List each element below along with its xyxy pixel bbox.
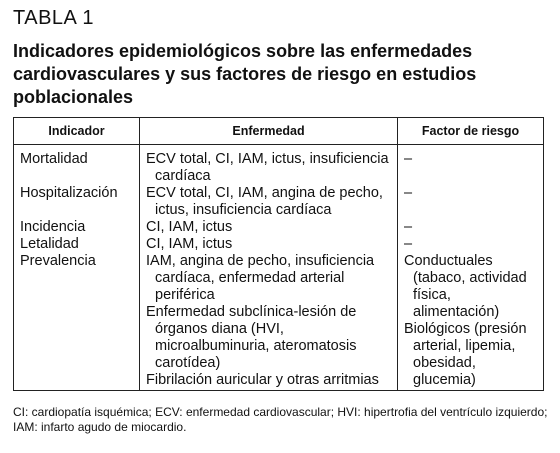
header-factor-de-riesgo: Factor de riesgo [398,118,544,145]
factor-text: – [404,219,413,235]
enfermedad-text: IAM, angina de pecho, insuficiencia cardíaca, enfermedad arterial periférica [146,253,375,303]
indicador-text: Incidencia [20,219,86,235]
indicador-text: Letalidad [20,236,79,252]
enfermedad-text: Fibrilación auricular y otras arritmias [146,372,379,388]
factor-text: – [404,151,413,167]
table-row [14,145,544,186]
indicador-text: Mortalidad [20,151,88,167]
cell-enfermedad [140,236,398,253]
enfermedad-text: ECV total, CI, IAM, ictus, insuficiencia cardíaca [146,151,389,184]
cell-factor [398,253,544,391]
cell-enfermedad [140,219,398,236]
cell-enfermedad [140,185,398,219]
table-footnote: CI: cardiopatía isquémica; ECV: enfermedad cardiovascular; HVI: hipertrofia del ventrículo izquierdo; IAM: infarto agudo de miocardio. [13,405,548,434]
indicators-table [13,117,544,391]
cell-enfermedad [140,145,398,186]
enfermedad-text: ECV total, CI, IAM, angina de pecho, ictus, insuficiencia cardíaca [146,185,383,218]
indicador-text: Prevalencia [20,253,96,269]
table-row [14,185,544,219]
table-number-label: TABLA 1 [13,7,94,29]
cell-factor [398,185,544,219]
table-caption: Indicadores epidemiológicos sobre las enfermedades cardiovasculares y sus factores de riesgo en estudios poblacionales [13,41,477,107]
factor-text: – [404,185,413,201]
factor-text: Biológicos (presión arterial, lipemia, obesidad, glucemia) [404,321,527,388]
enfermedad-text: CI, IAM, ictus [146,236,233,252]
cell-indicador [14,185,140,219]
enfermedad-text: Enfermedad subclínica-lesión de órganos diana (HVI, microalbuminuria, ateromatosis carotídea) [146,304,357,371]
cell-indicador [14,253,140,391]
cell-factor [398,236,544,253]
header-enfermedad: Enfermedad [140,118,398,145]
table-row [14,253,544,391]
cell-indicador [14,145,140,186]
enfermedad-text: CI, IAM, ictus [146,219,233,235]
cell-enfermedad [140,253,398,391]
table-row [14,236,544,253]
table-row [14,219,544,236]
factor-text: – [404,236,413,252]
cell-indicador [14,236,140,253]
factor-text: Conductuales (tabaco, actividad física, alimentación) [404,253,527,320]
cell-factor [398,219,544,236]
cell-factor [398,145,544,186]
cell-indicador [14,219,140,236]
table-header-row [14,118,544,145]
header-indicador: Indicador [14,118,140,145]
indicador-text: Hospitalización [20,185,118,201]
